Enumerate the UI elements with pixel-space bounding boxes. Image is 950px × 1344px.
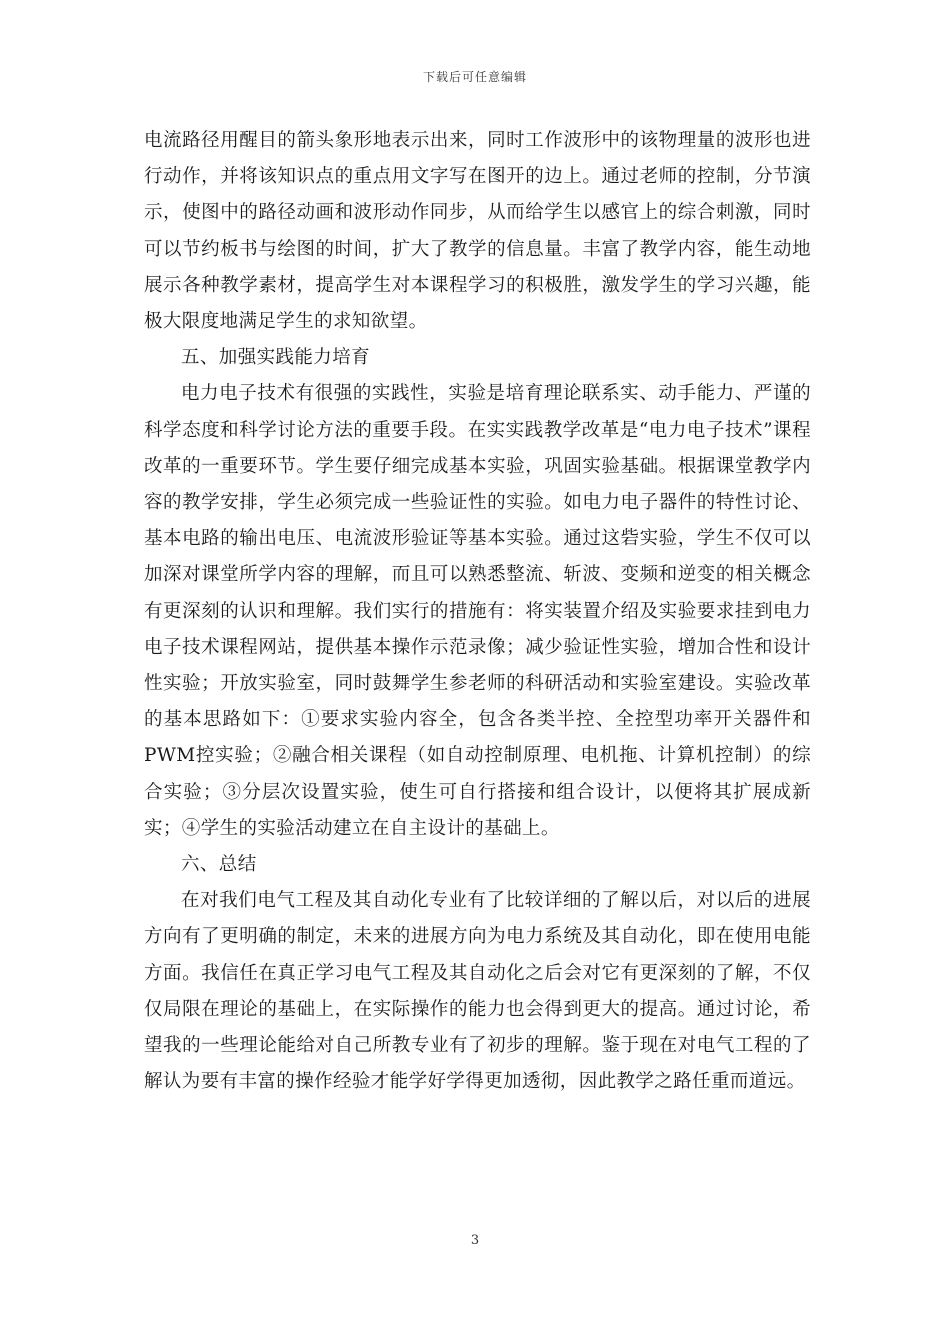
page-header: 下载后可任意编辑 (422, 70, 527, 84)
paragraph-practice: 电力电子技术有很强的实践性，实验是培育理论联系实、动手能力、严谨的科学态度和科学讨论方法的重要手段。在实实践教学改革是“电力电子技术”课程改革的一重要环节。学生要仔细完成基本实验，巩固实验基础。根据课堂教学内容的教学安排，学生必须完成一些验证性的实验。如电力电子器件的特性讨论、基本电路的输出电压、电流波形验证等基本实验。通过这砦实验，学生不仅可以加深对课堂所学内容的理解，而且可以熟悉整流、斩波、变频和逆变的相关概念有更深刻的认识和理解。我们实行的措施有：将实装置介绍及实验要求挂到电力电子技术课程网站，提供基本操作示范录像；减少验证性实验，增加合性和设计性实验；开放实验室，同时鼓舞学生参老师的科研活动和实验室建设。实验改革的基本思路如下：①要求实验内容全，包含各类半控、全控型功率开关器件和PWM控实验；②融合相关课程（如自动控制原理、电机拖、计算机控制）的综合实验；③分层次设置实验，使生可自行搭接和组合设计，以便将其扩展成新实；④学生的实验活动建立在自主设计的基础上。 (144, 383, 811, 839)
section-heading-practice: 五、加强实践能力培育 (181, 347, 371, 369)
paragraph-continuation: 电流路径用醒目的箭头象形地表示出来，同时工作波形中的该物理量的波形也进行动作，并将该知识点的重点用文字写在图开的边上。通过老师的控制，分节演示，使图中的路径动画和波形动作同步，从而给学生以感官上的综合刺激，同时可以节约板书与绘图的时间，扩大了教学的信息量。丰富了教学内容，能生动地展示各种教学素材，提高学生对本课程学习的积极胜，激发学生的学习兴趣，能极大限度地满足学生的求知欲望。 (144, 130, 811, 333)
section-heading-summary: 六、总结 (181, 854, 257, 876)
page-number: 3 (470, 1233, 480, 1248)
paragraph-summary: 在对我们电气工程及其自动化专业有了比较详细的了解以后，对以后的进展方向有了更明确的制定，未来的进展方向为电力系统及其自动化，即在使用电能方面。我信任在真正学习电气工程及其自动化之后会对它有更深刻的了解，不仅仅局限在理论的基础上，在实际操作的能力也会得到更大的提高。通过讨论，希望我的一些理论能给对自己所教专业有了初步的理解。鉴于现在对电气工程的了解认为要有丰富的操作经验才能学好学得更加透彻，因此教学之路任重而道远。 (144, 890, 811, 1093)
document-body (144, 123, 811, 1100)
